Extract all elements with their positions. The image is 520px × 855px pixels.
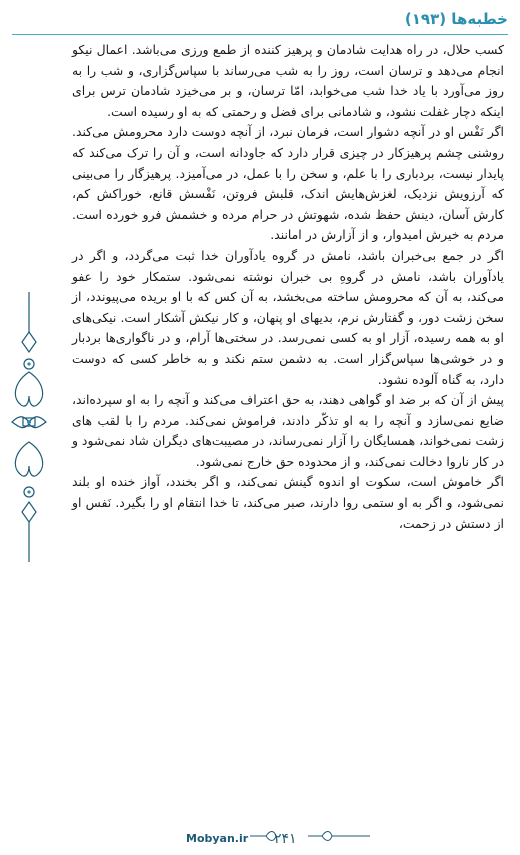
header-divider (12, 34, 508, 35)
paragraph: اگر خاموش است، سکوت او اندوه گینش نمی‌کند، و اگر بخندد، آواز خنده او بلند نمی‌شود، و اگر به او ستمی روا دارند، صبر می‌کند، تا خدا انتقام او را بگیرد. نَفس او از دستش در زحمت، (72, 474, 504, 531)
paragraph: کسب حلال، در راه هدایت شادمان و پرهیز کننده از طمع ورزی می‌باشد. اعمال نیکو انجام می‌دهد و ترسان است، روز را به شب می‌رساند با سپاس‌گزاری، و شب را به روز می‌آورد با یاد خدا شب می‌خوابد، امّا ترسان، و بر می‌خیزد شادمان ترس برای اینکه دچار غفلت نشود، و شادمانی برای فضل و رحمتی که به او رسیده است. (72, 42, 504, 119)
page-footer (0, 819, 520, 849)
body-text (72, 40, 504, 534)
chapter-title: خطبه‌ها (۱۹۳) (404, 10, 508, 28)
footer-ornament-icon (250, 827, 370, 845)
paragraph: اگر در جمع بی‌خبران باشد، نامش در گروه یادآوران خدا ثبت می‌گردد، و اگر در یادآوران باشد، نامش در گروهِ بی خبران نوشته نمی‌شود. ستمکار خود را عفو می‌کند، به آن که محرومش ساخته می‌بخشد، به آن کس که با او بریده می‌پیوندد، از سخن زشت دور، و گفتارش نرم، بدیهای او پنهان، و کار نیکش آشکار است. نیکی‌های او به همه رسیده، آزار او به کسی نمی‌رسد. در سختی‌ها آرام، و در ناگواری‌ها بردبار و در خوشی‌ها سپاس‌گزار است. به دشمن ستم نکند و به خاطر کسی که دوست دارد، به گناه آلوده نشود. (72, 247, 504, 387)
margin-ornament-icon (6, 292, 52, 562)
paragraph: پیش از آن که بر ضد او گواهی دهند، به حق اعتراف می‌کند و آنچه را به او سپرده‌اند، ضایع نمی‌سازد و آنچه را به او تذکّر دادند، فراموش نمی‌کند. مردم را با لقب های زشت نمی‌خواند، همسایگان را آزار نمی‌رساند، در مصیبت‌های دیگران شاد نمی‌شود و در کار ناروا دخالت نمی‌کند، و از محدوده حق خارج نمی‌شود. (72, 392, 504, 469)
site-brand: Mobyan.ir (186, 832, 249, 845)
page-header (0, 4, 520, 34)
paragraph: اگر نَفْس او در آنچه دشوار است، فرمان نبرد، از آنچه دوست دارد محرومش می‌کند. روشنی چشم پرهیزکار در چیزی قرار دارد که جاودانه است، و آن را ترک می‌کند که پایدار نیست، بردباری را با علم، و سخن را با عمل، در می‌آمیزد. پرهیزگار را می‌بینی که آرزویش نزدیک، لغزش‌هایش اندک، قلبش فروتن، نَفْسش قانع، خوراکش کم، کارش آسان، دینش حفظ شده، شهوتش در حرام مرده و خشمش فرو خورده است. مردم به خیرش امیدوار، و از آزارش در امانند. (72, 124, 504, 243)
page-number: ۲۴۱ (274, 831, 297, 847)
